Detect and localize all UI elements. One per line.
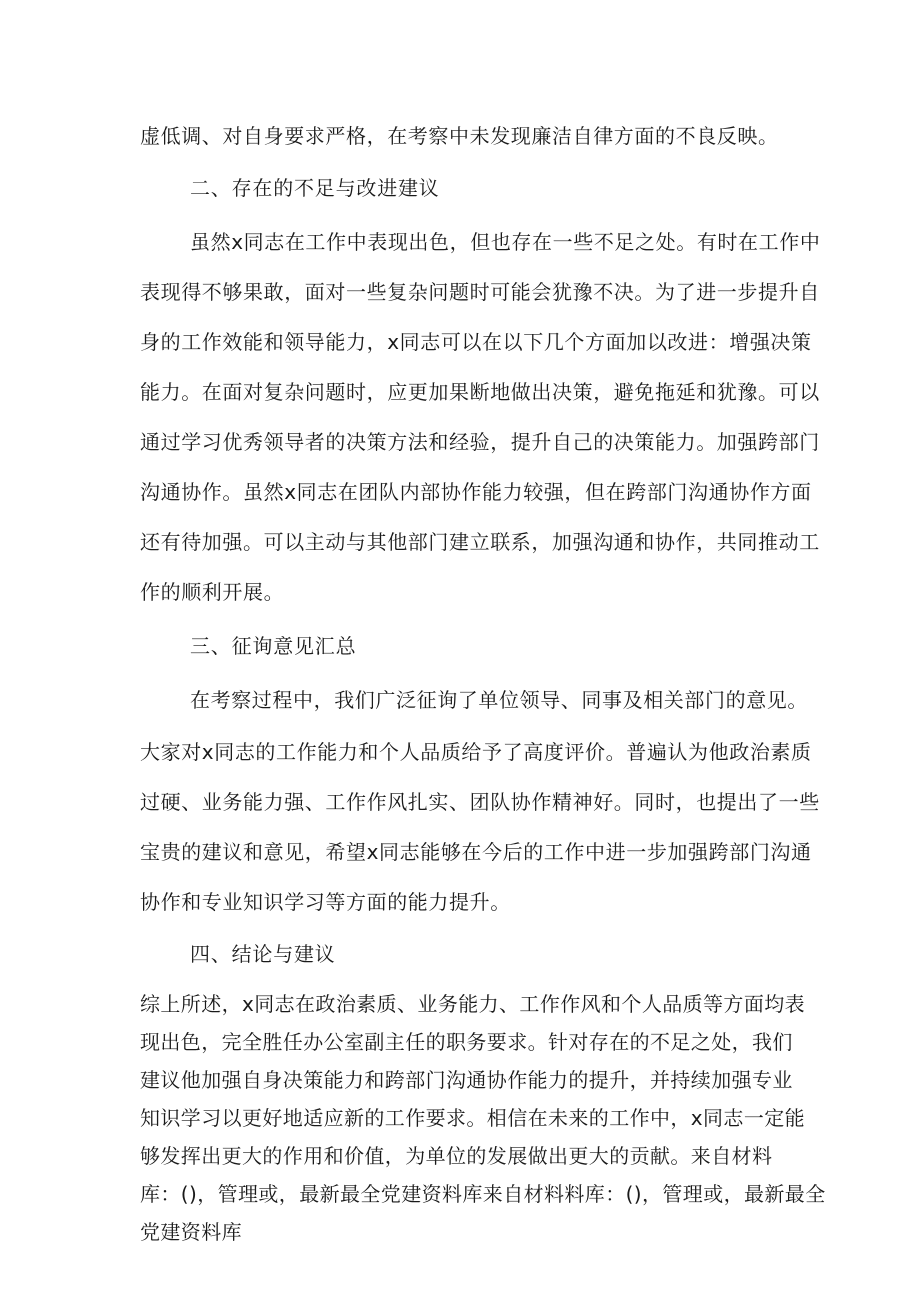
section-2-line-3: 身的工作效能和领导能力，x同志可以在以下几个方面加以改进：增强决策 [140,330,812,354]
section-4-line-2: 现出色，完全胜任办公室副主任的职务要求。针对存在的不足之处，我们 [140,1030,793,1054]
section-4-line-5: 够发挥出更大的作用和价值，为单位的发展做出更大的贡献。来自材料 [140,1144,773,1168]
section-3-line-2: 大家对x同志的工作能力和个人品质给予了高度评价。普遍认为他政治素质 [140,740,812,764]
section-4-line-3: 建议他加强自身决策能力和跨部门沟通协作能力的提升，并持续加强专业 [140,1068,793,1092]
section-3-line-1: 在考察过程中，我们广泛征询了单位领导、同事及相关部门的意见。 [190,688,808,712]
section-3-line-5: 协作和专业知识学习等方面的能力提升。 [140,890,511,914]
section-4-line-6: 库：()，管理或，最新最全党建资料库来自材料料库：()，管理或，最新最全 [140,1182,826,1206]
section-4-line-1: 综上所述，x同志在政治素质、业务能力、工作作风和个人品质等方面均表 [140,992,806,1016]
section-3-heading: 三、征询意见汇总 [190,634,357,658]
section-2-line-7: 还有待加强。可以主动与其他部门建立联系，加强沟通和协作，共同推动工 [140,530,820,554]
section-4-line-4: 知识学习以更好地适应新的工作要求。相信在未来的工作中，x同志一定能 [140,1106,806,1130]
intro-line: 虚低调、对自身要求严格，在考察中未发现廉洁自律方面的不良反映。 [140,124,779,148]
section-2-line-5: 通过学习优秀领导者的决策方法和经验，提升自己的决策能力。加强跨部门 [140,430,820,454]
section-2-line-2: 表现得不够果敢，面对一些复杂问题时可能会犹豫不决。为了进一步提升自 [140,280,820,304]
section-3-line-4: 宝贵的建议和意见，希望x同志能够在今后的工作中进一步加强跨部门沟通 [140,840,812,864]
section-2-line-6: 沟通协作。虽然x同志在团队内部协作能力较强，但在跨部门沟通协作方面 [140,480,812,504]
section-2-line-1: 虽然x同志在工作中表现出色，但也存在一些不足之处。有时在工作中 [190,230,821,254]
section-4-heading: 四、结论与建议 [190,942,336,966]
section-2-line-4: 能力。在面对复杂问题时，应更加果断地做出决策，避免拖延和犹豫。可以 [140,380,820,404]
section-2-heading: 二、存在的不足与改进建议 [190,176,440,200]
section-2-line-8: 作的顺利开展。 [140,580,285,604]
section-3-line-3: 过硬、业务能力强、工作作风扎实、团队协作精神好。同时，也提出了一些 [140,790,820,814]
section-4-line-7: 党建资料库 [140,1220,242,1244]
